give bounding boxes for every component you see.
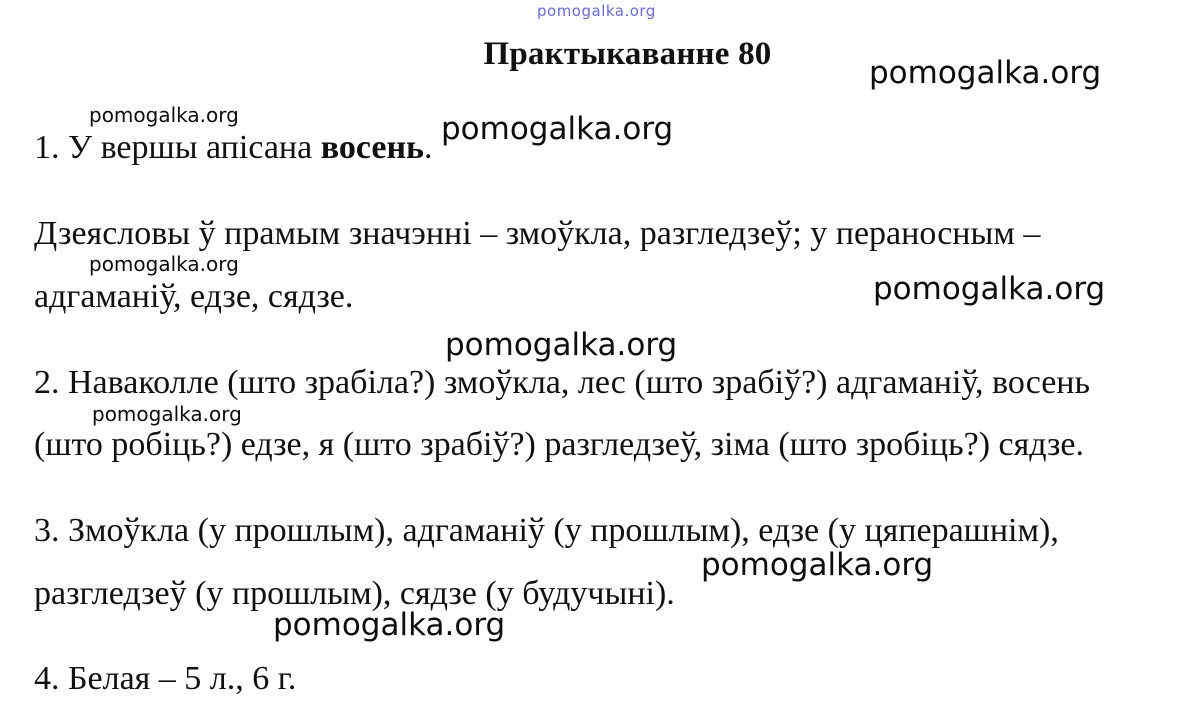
paragraph-1 bbox=[34, 131, 433, 165]
paragraph-2-line-1: Дзеясловы ў прамым значэнні – змоўкла, разгледзеў; у пераносным – bbox=[34, 215, 1041, 252]
watermark-7: pomogalka.org bbox=[92, 402, 242, 426]
watermark-8: pomogalka.org bbox=[701, 547, 934, 583]
paragraph-1-bold: восень bbox=[320, 129, 425, 166]
watermark-9: pomogalka.org bbox=[273, 607, 506, 643]
page-title-text: Практыкаванне 80 bbox=[483, 36, 772, 72]
paragraph-2-line-2: адгаманіў, едзе, сядзе. bbox=[34, 278, 354, 315]
paragraph-1-prefix: 1. У вершы апісана bbox=[34, 129, 321, 166]
paragraph-4-line-1: 3. Змоўкла (у прошлым), адгаманіў (у прошлым), едзе (у цяперашнім), bbox=[34, 512, 1059, 549]
paragraph-4-line-2: разгледзеў (у прошлым), сядзе (у будучыні). bbox=[34, 575, 675, 612]
paragraph-5-line-1: 4. Белая – 5 л., 6 г. bbox=[34, 660, 297, 697]
paragraph-3-line-1: 2. Наваколле (што зрабіла?) змоўкла, лес (што зрабіў?) адгаманіў, восень bbox=[34, 364, 1090, 401]
watermark-1: pomogalka.org bbox=[869, 55, 1102, 91]
watermark-6: pomogalka.org bbox=[445, 327, 678, 363]
watermark-2: pomogalka.org bbox=[89, 103, 239, 127]
watermark-3: pomogalka.org bbox=[441, 111, 674, 147]
watermark-5: pomogalka.org bbox=[873, 271, 1106, 307]
paragraph-1-suffix: . bbox=[424, 129, 433, 166]
header-watermark: pomogalka.org bbox=[537, 2, 656, 20]
watermark-4: pomogalka.org bbox=[89, 252, 239, 276]
paragraph-3-line-2: (што робіць?) едзе, я (што зрабіў?) разгледзеў, зіма (што зробіць?) сядзе. bbox=[34, 426, 1084, 463]
